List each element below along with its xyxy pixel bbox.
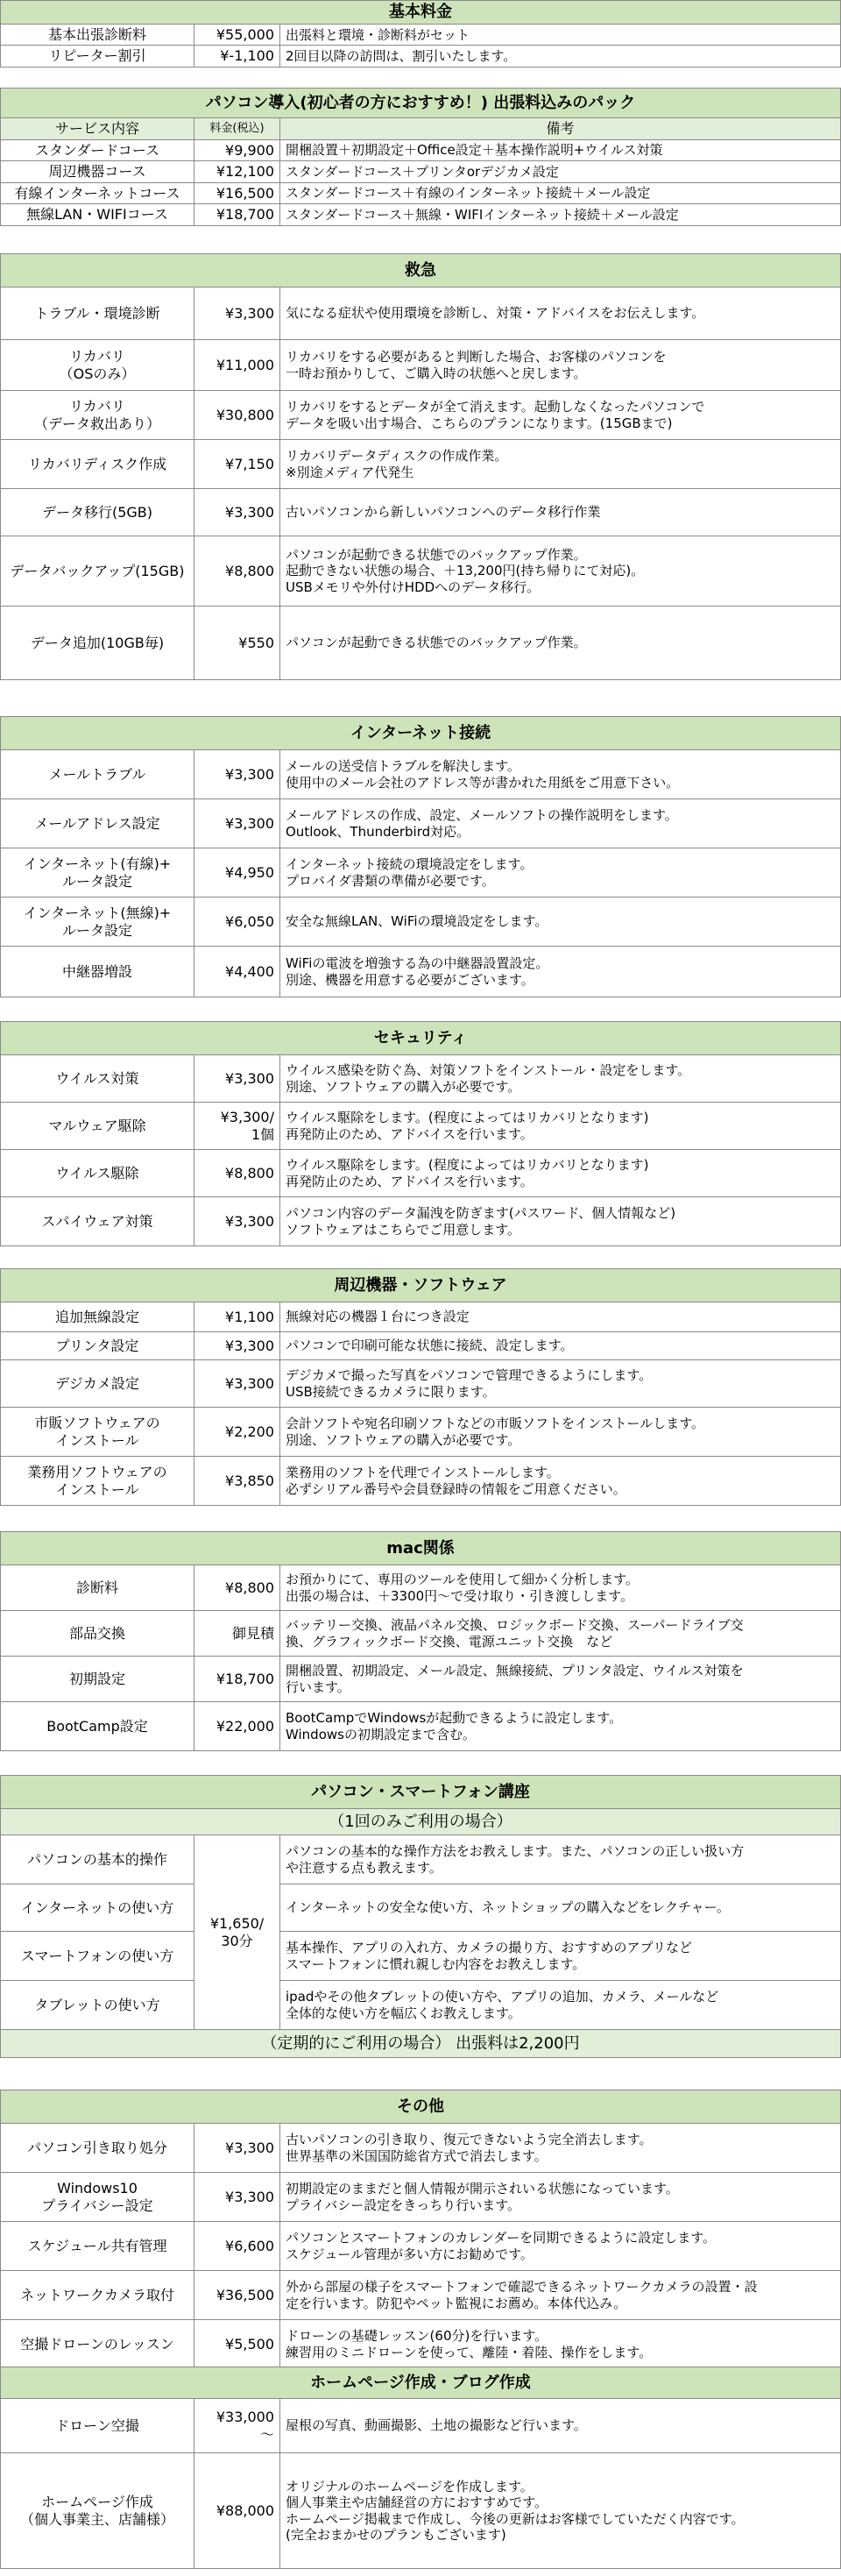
table-row [1, 340, 841, 391]
service-name: 部品交換 [1, 1611, 194, 1657]
service-price: ¥8,800 [194, 1150, 280, 1197]
other-table [0, 2090, 841, 2369]
service-name: トラブル・環境診断 [1, 287, 194, 340]
service-note: 無線対応の機器１台につき設定 [280, 1302, 841, 1332]
column-header-price: 料金(税込) [194, 118, 280, 140]
table-row [1, 607, 841, 680]
lesson-note: インターネットの安全な使い方、ネットショップの購入などをレクチャー。 [280, 1884, 841, 1932]
service-name: リカバリ （データ救出あり） [1, 391, 194, 440]
service-name: メールアドレス設定 [1, 799, 194, 848]
service-note: 古いパソコンから新しいパソコンへのデータ移行作業 [280, 489, 841, 536]
service-note: 業務用のソフトを代理でインストールします。 必ずシリアル番号や会員登録時の情報をご用意ください。 [280, 1457, 841, 1506]
service-name: 業務用ソフトウェアの インストール [1, 1457, 194, 1506]
column-header-service: サービス内容 [1, 118, 194, 140]
table-row [1, 1884, 841, 1932]
service-note: ウイルス感染を防ぐ為、対策ソフトをインストール・設定をします。 別途、ソフトウェアの購入が必要です。 [280, 1055, 841, 1103]
table-row [1, 1565, 841, 1611]
service-name: 周辺機器コース [1, 161, 194, 183]
service-name: スケジュール共有管理 [1, 2222, 194, 2271]
service-name: スパイウェア対策 [1, 1197, 194, 1246]
service-name: 空撮ドローンのレッスン [1, 2320, 194, 2369]
table-row [1, 391, 841, 440]
table-row [1, 1332, 841, 1360]
table-row [1, 1457, 841, 1506]
service-note: パソコンで印刷可能な状態に接続、設定します。 [280, 1332, 841, 1360]
lesson-name: タブレットの使い方 [1, 1981, 194, 2030]
lesson-title: パソコン・スマートフォン講座 [1, 1776, 841, 1809]
table-row [1, 2173, 841, 2222]
service-note: WiFiの電波を増強する為の中継器設置設定。 別途、機器を用意する必要がございます。 [280, 947, 841, 997]
pack-title: パソコン導入(初心者の方におすすめ！) 出張料込みのパック [1, 89, 841, 118]
service-note: 開梱設置＋初期設定＋Office設定＋基本操作説明+ウイルス対策 [280, 139, 841, 161]
service-price: ¥8,800 [194, 536, 280, 607]
service-note: 外から部屋の様子をスマートフォンで確認できるネットワークカメラの設置・設 定を行います。防犯やペット監視にお薦め。本体代込み。 [280, 2271, 841, 2320]
table-row [1, 1932, 841, 1981]
service-price: ¥2,200 [194, 1408, 280, 1457]
mac-title: mac関係 [1, 1532, 841, 1565]
table-row [1, 1981, 841, 2030]
lesson-footer: （定期的にご利用の場合） 出張料は2,200円 [1, 2030, 841, 2058]
service-note: メールの送受信トラブルを解決します。 使用中のメール会社のアドレス等が書かれた用紙をご用意下さい。 [280, 750, 841, 799]
security-title: セキュリティ [1, 1022, 841, 1055]
service-price: ¥33,000 ～ [194, 2399, 280, 2453]
service-note: 出張料と環境・診断料がセット [280, 24, 841, 46]
column-header-note: 備考 [280, 118, 841, 140]
service-name: BootCamp設定 [1, 1702, 194, 1751]
service-note: パソコン内容のデータ漏洩を防ぎます(パスワード、個人情報など) ソフトウェアはこちらでご用意します。 [280, 1197, 841, 1246]
service-name: ネットワークカメラ取付 [1, 2271, 194, 2320]
service-name: リピーター割引 [1, 46, 194, 67]
service-price: ¥3,300 [194, 1332, 280, 1360]
table-row [1, 2320, 841, 2369]
service-name: マルウェア駆除 [1, 1103, 194, 1150]
table-row [1, 750, 841, 799]
service-price: ¥3,300 [194, 287, 280, 340]
service-note: 会計ソフトや宛名印刷ソフトなどの市販ソフトをインストールします。 別途、ソフトウェアの購入が必要です。 [280, 1408, 841, 1457]
service-name: リカバリ （OSのみ） [1, 340, 194, 391]
service-price: ¥3,300/ 1個 [194, 1103, 280, 1150]
service-price: ¥3,300 [194, 2173, 280, 2222]
service-price: ¥9,900 [194, 139, 280, 161]
service-price: ¥3,300 [194, 489, 280, 536]
service-note: ドローンの基礎レッスン(60分)を行います。 練習用のミニドローンを使って、離陸・着陸、操作をします。 [280, 2320, 841, 2369]
service-price: ¥3,300 [194, 1055, 280, 1103]
service-price: 御見積 [194, 1611, 280, 1657]
service-name: インターネット(無線)+ ルータ設定 [1, 898, 194, 947]
service-price: ¥4,950 [194, 848, 280, 898]
service-name: ウイルス駆除 [1, 1150, 194, 1197]
service-price: ¥18,700 [194, 1657, 280, 1702]
service-name: 市販ソフトウェアの インストール [1, 1408, 194, 1457]
service-price: ¥18,700 [194, 204, 280, 226]
service-price: ¥11,000 [194, 340, 280, 391]
service-name: ウイルス対策 [1, 1055, 194, 1103]
service-name: 有線インターネットコース [1, 182, 194, 204]
lesson-note: ipadやその他タブレットの使い方や、アプリの追加、カメラ、メールなど 全体的な使い方を幅広くお教えします。 [280, 1981, 841, 2030]
table-row [1, 947, 841, 997]
table-row [1, 1150, 841, 1197]
table-row [1, 1611, 841, 1657]
service-price: ¥550 [194, 607, 280, 680]
table-row [1, 287, 841, 340]
service-price: ¥16,500 [194, 182, 280, 204]
service-price: ¥30,800 [194, 391, 280, 440]
service-name: デジカメ設定 [1, 1360, 194, 1408]
service-note: 古いパソコンの引き取り、復元できないよう完全消去します。 世界基準の米国国防総省方式で消去します。 [280, 2124, 841, 2173]
service-price: ¥1,100 [194, 1302, 280, 1332]
service-note: リカバリをするとデータが全て消えます。起動しなくなったパソコンで データを吸い出す場合、こちらのプランになります。(15GBまで) [280, 391, 841, 440]
service-price: ¥5,500 [194, 2320, 280, 2369]
service-price: ¥8,800 [194, 1565, 280, 1611]
table-row [1, 46, 841, 67]
service-price: ¥4,400 [194, 947, 280, 997]
service-price: ¥3,300 [194, 1360, 280, 1408]
service-price: ¥6,050 [194, 898, 280, 947]
service-note: デジカメで撮った写真をパソコンで管理できるようにします。 USB接続できるカメラに限ります。 [280, 1360, 841, 1408]
service-note: お預かりにて、専用のツールを使用して細かく分析します。 出張の場合は、＋3300円～で受け取り・引き渡しします。 [280, 1565, 841, 1611]
service-note: 安全な無線LAN、WiFiの環境設定をします。 [280, 898, 841, 947]
service-note: パソコンとスマートフォンのカレンダーを同期できるように設定します。 スケジュール管理が多い方にお勧めです。 [280, 2222, 841, 2271]
service-note: BootCampでWindowsが起動できるように設定します。 Windowsの初期設定まで含む。 [280, 1702, 841, 1751]
service-note: 開梱設置、初期設定、メール設定、無線接続、プリンタ設定、ウイルス対策を 行います。 [280, 1657, 841, 1702]
service-name: プリンタ設定 [1, 1332, 194, 1360]
service-note: パソコンが起動できる状態でのバックアップ作業。 起動できない状態の場合、＋13,200円(持ち帰りにて対応)。 USBメモリや外付けHDDへのデータ移行。 [280, 536, 841, 607]
mac-table [0, 1531, 841, 1751]
table-row [1, 1657, 841, 1702]
service-note: 屋根の写真、動画撮影、土地の撮影など行います。 [280, 2399, 841, 2453]
homepage-title: ホームページ作成・ブログ作成 [1, 2367, 841, 2399]
service-note: スタンダードコース＋無線・WIFIインターネット接続＋メール設定 [280, 204, 841, 226]
lesson-price: ¥1,650/ 30分 [194, 1835, 280, 2030]
service-price: ¥36,500 [194, 2271, 280, 2320]
service-note: スタンダードコース＋プリンタorデジカメ設定 [280, 161, 841, 183]
service-note: パソコンが起動できる状態でのバックアップ作業。 [280, 607, 841, 680]
service-name: スタンダードコース [1, 139, 194, 161]
table-row [1, 1408, 841, 1457]
service-price: ¥88,000 [194, 2453, 280, 2569]
lesson-note: パソコンの基本的な操作方法をお教えします。また、パソコンの正しい扱い方 や注意する点も教えます。 [280, 1835, 841, 1884]
table-row [1, 204, 841, 226]
table-row [1, 1835, 841, 1884]
service-name: データ移行(5GB) [1, 489, 194, 536]
service-note: バッテリー交換、液晶パネル交換、ロジックボード交換、スーパードライブ交 換、グラフィックボード交換、電源ユニット交換 など [280, 1611, 841, 1657]
lesson-name: パソコンの基本的操作 [1, 1835, 194, 1884]
table-row [1, 139, 841, 161]
service-name: パソコン引き取り処分 [1, 2124, 194, 2173]
service-price: ¥3,300 [194, 1197, 280, 1246]
lesson-subtitle: （1回のみご利用の場合） [1, 1809, 841, 1835]
table-row [1, 898, 841, 947]
homepage-table [0, 2367, 841, 2569]
table-row [1, 24, 841, 46]
service-name: メールトラブル [1, 750, 194, 799]
service-note: 2回目以降の訪問は、割引いたします。 [280, 46, 841, 67]
security-table [0, 1021, 841, 1246]
basic-fee-title: 基本料金 [1, 1, 841, 25]
table-row [1, 1197, 841, 1246]
service-price: ¥3,300 [194, 750, 280, 799]
service-note: ウイルス駆除をします。(程度によってはリカバリとなります) 再発防止のため、アドバイスを行います。 [280, 1150, 841, 1197]
basic-fee-table [0, 0, 841, 67]
table-row [1, 1103, 841, 1150]
table-row [1, 1055, 841, 1103]
table-row [1, 799, 841, 848]
service-note: スタンダードコース＋有線のインターネット接続＋メール設定 [280, 182, 841, 204]
lesson-name: スマートフォンの使い方 [1, 1932, 194, 1981]
service-name: インターネット(有線)+ ルータ設定 [1, 848, 194, 898]
service-name: リカバリディスク作成 [1, 440, 194, 489]
service-price: ¥-1,100 [194, 46, 280, 67]
table-row [1, 2124, 841, 2173]
table-row [1, 1302, 841, 1332]
service-note: ウイルス駆除をします。(程度によってはリカバリとなります) 再発防止のため、アドバイスを行います。 [280, 1103, 841, 1150]
service-note: メールアドレスの作成、設定、メールソフトの操作説明をします。 Outlook、Thunderbird対応。 [280, 799, 841, 848]
lesson-note: 基本操作、アプリの入れ方、カメラの撮り方、おすすめのアプリなど スマートフォンに慣れ親しむ内容をお教えします。 [280, 1932, 841, 1981]
peripheral-table [0, 1268, 841, 1506]
service-price: ¥3,300 [194, 2124, 280, 2173]
emergency-table [0, 253, 841, 680]
service-name: 中継器増設 [1, 947, 194, 997]
table-row [1, 2271, 841, 2320]
service-name: データ追加(10GB毎) [1, 607, 194, 680]
service-name: 基本出張診断料 [1, 24, 194, 46]
service-note: 初期設定のままだと個人情報が開示されいる状態になっています。 プライバシー設定をきっちり行います。 [280, 2173, 841, 2222]
service-note: リカバリをする必要があると判断した場合、お客様のパソコンを 一時お預かりして、ご購入時の状態へと戻します。 [280, 340, 841, 391]
internet-table [0, 716, 841, 997]
emergency-title: 救急 [1, 254, 841, 287]
service-name: ホームページ作成 （個人事業主、店舗様） [1, 2453, 194, 2569]
service-price: ¥22,000 [194, 1702, 280, 1751]
service-price: ¥12,100 [194, 161, 280, 183]
service-price: ¥3,850 [194, 1457, 280, 1506]
service-name: データバックアップ(15GB) [1, 536, 194, 607]
table-row [1, 536, 841, 607]
service-name: 無線LAN・WIFIコース [1, 204, 194, 226]
service-price: ¥7,150 [194, 440, 280, 489]
table-row [1, 2222, 841, 2271]
table-row [1, 489, 841, 536]
table-row [1, 2453, 841, 2569]
service-price: ¥55,000 [194, 24, 280, 46]
service-name: 診断料 [1, 1565, 194, 1611]
service-name: ドローン空撮 [1, 2399, 194, 2453]
service-name: Windows10 プライバシー設定 [1, 2173, 194, 2222]
service-note: オリジナルのホームページを作成します。 個人事業主や店舗経営の方におすすめです。 ホームページ掲載まで作成し、今後の更新はお客様でしていただく内容です。 (完全おまかせのプランもございます) [280, 2453, 841, 2569]
table-row [1, 2399, 841, 2453]
service-price: ¥3,300 [194, 799, 280, 848]
pack-table [0, 88, 841, 226]
table-row [1, 848, 841, 898]
table-row [1, 182, 841, 204]
service-name: 初期設定 [1, 1657, 194, 1702]
service-note: 気になる症状や使用環境を診断し、対策・アドバイスをお伝えします。 [280, 287, 841, 340]
internet-title: インターネット接続 [1, 717, 841, 750]
table-row [1, 1702, 841, 1751]
service-price: ¥6,600 [194, 2222, 280, 2271]
service-name: 追加無線設定 [1, 1302, 194, 1332]
service-note: インターネット接続の環境設定をします。 プロバイダ書類の準備が必要です。 [280, 848, 841, 898]
table-row [1, 440, 841, 489]
service-note: リカバリデータディスクの作成作業。 ※別途メディア代発生 [280, 440, 841, 489]
table-row [1, 161, 841, 183]
other-title: その他 [1, 2090, 841, 2124]
table-row [1, 1360, 841, 1408]
peripheral-title: 周辺機器・ソフトウェア [1, 1269, 841, 1302]
lesson-name: インターネットの使い方 [1, 1884, 194, 1932]
lesson-table [0, 1775, 841, 2058]
